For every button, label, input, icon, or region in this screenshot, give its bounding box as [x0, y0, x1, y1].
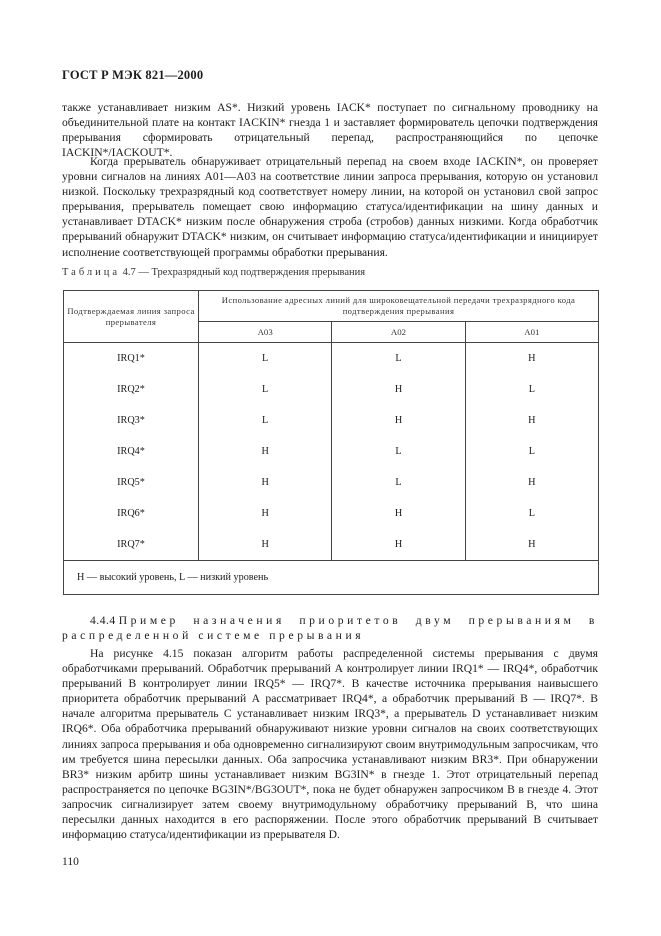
table-row	[64, 498, 599, 529]
row-a01: H	[465, 529, 598, 561]
row-line: IRQ2*	[64, 374, 199, 405]
row-a03: L	[199, 405, 332, 436]
row-line: IRQ6*	[64, 498, 199, 529]
row-a03: H	[199, 498, 332, 529]
table-col-a03: А03	[199, 322, 332, 343]
table-row	[64, 467, 599, 498]
table-note: Н — высокий уровень, L — низкий уровень	[64, 561, 599, 595]
row-a02: L	[332, 436, 465, 467]
row-a01: H	[465, 405, 598, 436]
row-a01: L	[465, 498, 598, 529]
paragraph-2: Когда прерыватель обнаруживает отрицательный перепад на своем входе IACKIN*, он проверяет уровни сигналов на линиях А01—А03 на соответствие линии запроса прерывания, которую он установил низкой. Поскольку трехразрядный код соответствует номеру линии, на которой он установил свой запрос прерывания, прерыватель помещает свою информацию статуса/идентификации на шину данных и устанавливает DTACK* низким после обнаружения строба (стробов) данных низкими. Когда обработчик прерываний обнаружит DTACK* низким, он считывает информацию статуса/идентификации и инициирует исполнение соответствующей программы обработки прерывания.	[62, 155, 598, 259]
table-caption-label: Таблица	[62, 267, 121, 278]
document-header: ГОСТ Р МЭК 821—2000	[62, 68, 204, 82]
row-a03: H	[199, 529, 332, 561]
table-col-a01: А01	[465, 322, 598, 343]
table-note-row	[64, 561, 599, 595]
row-a03: L	[199, 343, 332, 375]
row-a03: H	[199, 467, 332, 498]
acknowledge-code-table	[63, 290, 599, 595]
paragraph-3: На рисунке 4.15 показан алгоритм работы распределенной системы прерывания с двумя обработчиками прерываний. Обработчик прерываний А контролирует линии IRQ1* — IRQ4*, обработчик прерываний В контролирует линии IRQ5* — IRQ7*. В качестве источника прерывания наивысшего приоритета обработчик прерываний А рассматривает IRQ4*, а обработчик прерываний В — IRQ7*. В начале алгоритма прерыватель С устанавливает низким IRQ3*, а прерыватель D устанавливает низким IRQ6*. Оба обработчика прерываний обнаруживают низкие уровни сигналов на своих соответствующих линиях запроса прерывания и оба одновременно сигнализируют своим внутримодульным запросчикам, что им требуется шина пересылки данных. Оба запросчика устанавливают низким BR3*. При обнаружении BR3* низким арбитр шины устанавливает низким BG3IN* в гнезде 1. Этот отрицательный перепад распространяется по цепочке BG3IN*/BG3OUT*, пока не будет обнаружен запросчиком В в гнезде 4. Этот запросчик сигнализирует затем своему внутримодульному обработчику прерываний В, что шина пересылки данных находится в его распоряжении. После этого обработчик прерываний В считывает информацию статуса/идентификации из прерывателя D.	[62, 647, 598, 842]
row-a02: L	[332, 343, 465, 375]
row-line: IRQ5*	[64, 467, 199, 498]
row-line: IRQ4*	[64, 436, 199, 467]
section-number: 4.4.4	[90, 614, 116, 627]
paragraph-1: также устанавливает низким AS*. Низкий уровень IACK* поступает по сигнальному проводнику на объединительной плате на контакт IACKIN* гнезда 1 и заставляет формирователь цепочки подтверждения прерывания сформировать отрицательный перепад, распространяющийся по цепочке IACKIN*/IACKOUT*.	[62, 101, 598, 160]
row-a01: L	[465, 374, 598, 405]
table-row	[64, 529, 599, 561]
page-number: 110	[62, 856, 79, 868]
row-a01: H	[465, 467, 598, 498]
table-caption	[62, 267, 365, 278]
section-heading	[62, 613, 598, 644]
table-row	[64, 343, 599, 375]
section-title: Пример назначения приоритетов двум прерываниям в распределенной системе прерывания	[62, 614, 598, 643]
row-a01: H	[465, 343, 598, 375]
row-a02: L	[332, 467, 465, 498]
table-row	[64, 405, 599, 436]
row-a03: L	[199, 374, 332, 405]
row-line: IRQ7*	[64, 529, 199, 561]
row-a02: H	[332, 405, 465, 436]
table-row	[64, 436, 599, 467]
row-a03: H	[199, 436, 332, 467]
row-line: IRQ3*	[64, 405, 199, 436]
table-header-line: Подтверждаемая линия запроса прерывателя	[64, 291, 199, 343]
table-row	[64, 374, 599, 405]
row-a02: H	[332, 529, 465, 561]
row-a02: H	[332, 374, 465, 405]
row-a02: H	[332, 498, 465, 529]
row-a01: L	[465, 436, 598, 467]
table-header-group: Использование адресных линий для широковещательной передачи трехразрядного кода подтверждения прерывания	[199, 291, 599, 322]
row-line: IRQ1*	[64, 343, 199, 375]
table-body	[64, 343, 599, 595]
table-col-a02: А02	[332, 322, 465, 343]
table-caption-text: 4.7 — Трехразрядный код подтверждения прерывания	[122, 267, 366, 278]
